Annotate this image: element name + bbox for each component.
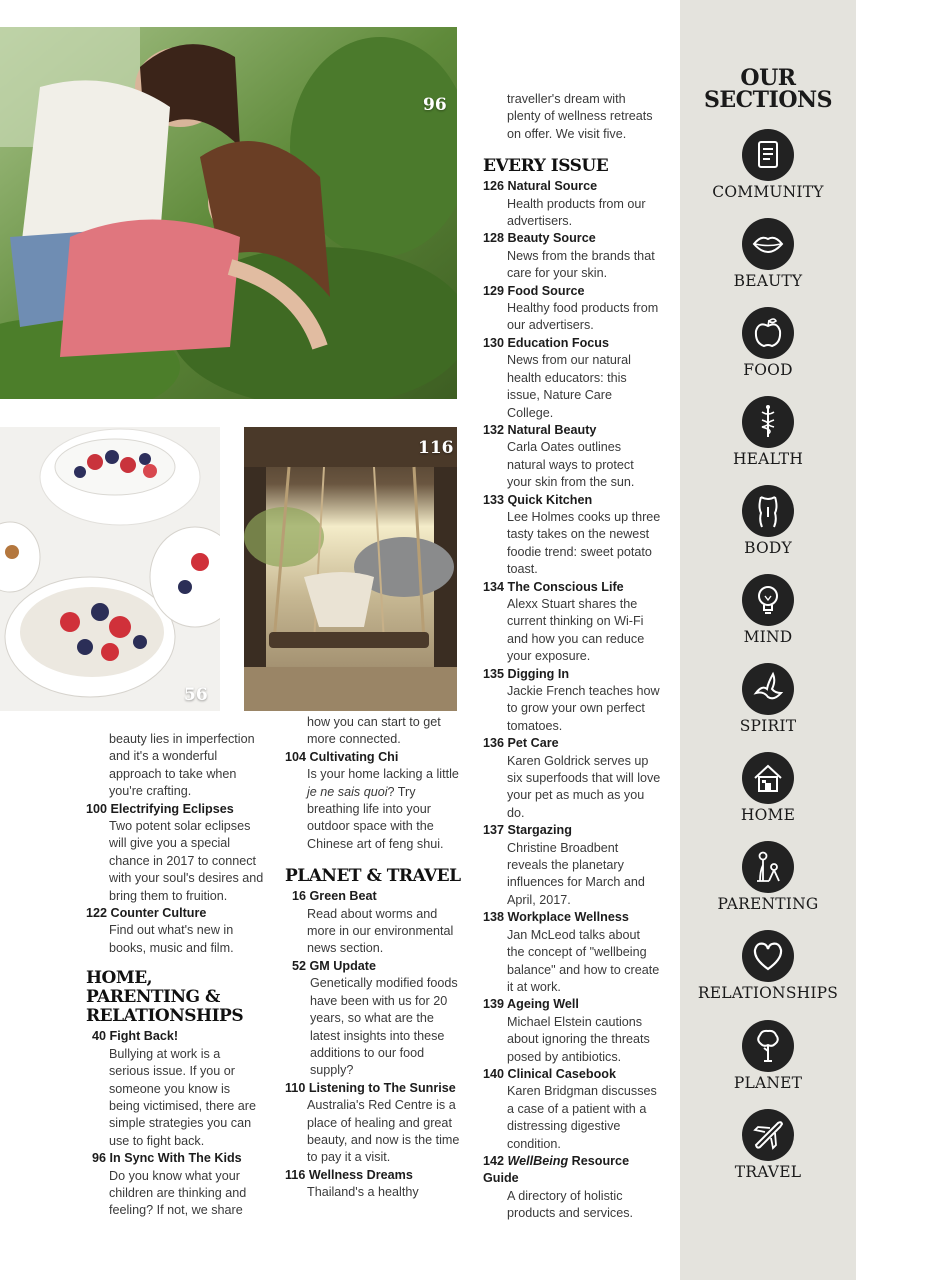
entry-heading: 134 The Conscious Life bbox=[483, 579, 624, 594]
sidebar-item-label: SPIRIT bbox=[739, 717, 797, 735]
entry-heading: 132 Natural Beauty bbox=[483, 422, 597, 437]
entry-heading: 52 GM Update bbox=[292, 958, 376, 973]
entry-description: Health products from our advertisers. bbox=[507, 196, 646, 229]
every-issue-list bbox=[483, 178, 661, 1153]
sidebar-item-beauty[interactable] bbox=[680, 218, 856, 307]
sidebar-title-line-1: OUR bbox=[740, 65, 796, 91]
entry-description: Genetically modified foods have been with us for 20 years, so what are the latest insights into these additions to our food supply? bbox=[310, 976, 458, 1078]
entry-heading: 40 Fight Back! bbox=[92, 1029, 179, 1044]
sidebar-item-label: MIND bbox=[743, 628, 793, 646]
sidebar-item-food[interactable] bbox=[680, 307, 856, 396]
contents-column-1 bbox=[86, 731, 264, 1220]
entry-heading: 100 Electrifying Eclipses bbox=[86, 801, 234, 816]
document-icon bbox=[742, 129, 794, 181]
entry-heading: 116 Wellness Dreams bbox=[285, 1167, 413, 1182]
entry-description: Lee Holmes cooks up three tasty takes on the newest foodie trend: sweet potato toast. bbox=[507, 509, 661, 577]
sidebar-item-label: COMMUNITY bbox=[712, 183, 824, 201]
contents-entry[interactable] bbox=[483, 822, 661, 909]
entry-heading: 137 Stargazing bbox=[483, 823, 572, 838]
sidebar-item-label: HEALTH bbox=[732, 450, 804, 468]
contents-entry[interactable] bbox=[285, 888, 461, 958]
sidebar-item-label: BODY bbox=[744, 539, 792, 557]
sidebar-item-travel[interactable] bbox=[680, 1109, 856, 1198]
entry-heading: 128 Beauty Source bbox=[483, 231, 596, 246]
entry-description: Australia's Red Centre is a place of healing and great beauty, and now is the time to pay it a visit. bbox=[307, 1098, 460, 1165]
entry-description: Karen Goldrick serves up six superfoods that will love your pet as much as you do. bbox=[507, 753, 661, 820]
contents-entry[interactable] bbox=[483, 178, 661, 230]
entry-description: Is your home lacking a little je ne sais quoi? Try breathing life into your outdoor space with the Chinese art of feng shui. bbox=[307, 767, 459, 851]
house-icon bbox=[742, 752, 794, 804]
entry-heading: 139 Ageing Well bbox=[483, 997, 579, 1012]
contents-entry[interactable] bbox=[483, 996, 661, 1066]
heart-icon bbox=[742, 930, 794, 982]
continued-text: how you can start to get more connected. bbox=[307, 715, 441, 747]
sidebar-item-body[interactable] bbox=[680, 485, 856, 574]
section-heading-every-issue: EVERY ISSUE bbox=[483, 156, 609, 177]
entry-description: News from our natural health educators: this issue, Nature Care College. bbox=[507, 353, 631, 420]
contents-entry[interactable] bbox=[483, 230, 661, 282]
entry-heading: 133 Quick Kitchen bbox=[483, 492, 593, 507]
sidebar-item-planet[interactable] bbox=[680, 1020, 856, 1109]
contents-entry[interactable] bbox=[285, 1080, 461, 1167]
sidebar-item-relationships[interactable] bbox=[680, 930, 856, 1019]
sidebar-item-label: RELATIONSHIPS bbox=[697, 984, 839, 1002]
entry-description: Karen Bridgman discusses a case of a patient with a distressing digestive condition. bbox=[507, 1084, 657, 1151]
entry-description: News from the brands that care for your skin. bbox=[507, 248, 655, 281]
entry-heading: 126 Natural Source bbox=[483, 179, 598, 194]
contents-entry[interactable] bbox=[285, 749, 461, 853]
entry-description: Michael Elstein cautions about ignoring the threats posed by antibiotics. bbox=[507, 1014, 650, 1064]
contents-entry[interactable] bbox=[483, 735, 661, 822]
dove-icon bbox=[742, 663, 794, 715]
contents-entry[interactable] bbox=[483, 335, 661, 422]
page-number-56: 56 bbox=[184, 685, 208, 705]
page-number-96: 96 bbox=[423, 95, 447, 115]
swing-photo bbox=[244, 427, 457, 711]
contents-entry[interactable] bbox=[86, 1150, 264, 1220]
sidebar-item-label: HOME bbox=[740, 806, 796, 824]
section-heading-planet-travel: PLANET & TRAVEL bbox=[285, 866, 461, 887]
entry-description: Find out what's new in books, music and film. bbox=[109, 923, 234, 955]
continued-text: traveller's dream with plenty of wellness retreats on offer. We visit five. bbox=[507, 92, 653, 141]
entry-description: Read about worms and more in our environmental news section. bbox=[307, 906, 454, 956]
sidebar-item-health[interactable] bbox=[680, 396, 856, 485]
entry-heading: 110 Listening to The Sunrise bbox=[285, 1080, 456, 1095]
entry-description: Do you know what your children are thinking and feeling? If not, we share bbox=[109, 1168, 247, 1218]
sidebar-item-label: TRAVEL bbox=[734, 1163, 802, 1181]
entry-description: Alexx Stuart shares the current thinking on Wi-Fi and how you can reduce your exposure. bbox=[507, 596, 645, 664]
entry-heading: 104 Cultivating Chi bbox=[285, 749, 399, 764]
sidebar-item-spirit[interactable] bbox=[680, 663, 856, 752]
entry-heading: 122 Counter Culture bbox=[86, 906, 207, 921]
caduceus-icon bbox=[742, 396, 794, 448]
contents-entry[interactable] bbox=[285, 958, 461, 1080]
contents-entry[interactable] bbox=[86, 905, 264, 957]
contents-entry[interactable] bbox=[483, 422, 661, 492]
entry-heading: 140 Clinical Casebook bbox=[483, 1066, 616, 1081]
contents-entry[interactable] bbox=[483, 1066, 661, 1153]
sidebar-item-parenting[interactable] bbox=[680, 841, 856, 930]
entry-description: Thailand's a healthy bbox=[307, 1185, 419, 1200]
contents-entry[interactable] bbox=[86, 801, 264, 905]
sidebar-item-home[interactable] bbox=[680, 752, 856, 841]
lips-icon bbox=[742, 218, 794, 270]
lightbulb-icon bbox=[742, 574, 794, 626]
sidebar-item-label: BEAUTY bbox=[733, 272, 803, 290]
parent-child-icon bbox=[742, 841, 794, 893]
contents-column-2 bbox=[285, 714, 461, 1202]
tree-icon bbox=[742, 1020, 794, 1072]
torso-icon bbox=[742, 485, 794, 537]
sidebar-item-community[interactable] bbox=[680, 129, 856, 218]
sidebar-item-mind[interactable] bbox=[680, 574, 856, 663]
entry-description: Jackie French teaches how to grow your own perfect tomatoes. bbox=[507, 684, 660, 733]
contents-entry[interactable] bbox=[483, 492, 661, 579]
entry-heading: 96 In Sync With The Kids bbox=[92, 1151, 242, 1166]
entry-description: Christine Broadbent reveals the planetary influences for March and April, 2017. bbox=[507, 840, 645, 907]
entry-description: A directory of holistic products and services. bbox=[507, 1188, 633, 1221]
contents-entry[interactable] bbox=[483, 909, 661, 996]
entry-description: Two potent solar eclipses will give you a special chance in 2017 to connect with your soul's desires and bring them to fruition. bbox=[109, 819, 264, 903]
airplane-icon bbox=[742, 1109, 794, 1161]
page-number-116: 116 bbox=[418, 438, 454, 458]
entry-heading: 129 Food Source bbox=[483, 283, 585, 298]
continued-text: beauty lies in imperfection and it's a wonderful approach to take when you're crafting. bbox=[109, 732, 255, 799]
sidebar-item-label: PARENTING bbox=[717, 895, 819, 913]
contents-column-3 bbox=[483, 91, 661, 1223]
garden-photo bbox=[0, 27, 457, 399]
entry-description: Healthy food products from our advertisers. bbox=[507, 301, 659, 333]
sidebar-item-label: PLANET bbox=[733, 1074, 803, 1092]
sidebar-title-line-2: SECTIONS bbox=[704, 87, 832, 113]
contents-entry[interactable] bbox=[483, 579, 661, 666]
entry-heading: 16 Green Beat bbox=[292, 889, 377, 904]
apple-icon bbox=[742, 307, 794, 359]
contents-entry[interactable] bbox=[483, 283, 661, 335]
section-heading-home-parenting: HOME, PARENTING & RELATIONSHIPS bbox=[86, 968, 244, 1027]
contents-entry[interactable] bbox=[483, 1153, 661, 1223]
bowls-photo bbox=[0, 427, 220, 711]
entry-heading: 142 WellBeing Resource Guide bbox=[483, 1153, 630, 1186]
entry-heading: 130 Education Focus bbox=[483, 335, 609, 350]
contents-entry[interactable] bbox=[483, 666, 661, 736]
entry-description: Bullying at work is a serious issue. If you or someone you know is being victimised, there are simple strategies you can use to fight back. bbox=[109, 1046, 256, 1148]
entry-heading: 136 Pet Care bbox=[483, 736, 559, 751]
entry-heading: 138 Workplace Wellness bbox=[483, 910, 629, 925]
our-sections-sidebar bbox=[680, 0, 856, 1280]
contents-entry[interactable] bbox=[285, 1167, 461, 1202]
contents-entry[interactable] bbox=[86, 1028, 264, 1150]
entry-description: Carla Oates outlines natural ways to protect your skin from the sun. bbox=[507, 440, 635, 490]
entry-heading: 135 Digging In bbox=[483, 666, 570, 681]
sidebar-item-label: FOOD bbox=[743, 361, 793, 379]
entry-description: Jan McLeod talks about the concept of "wellbeing balance" and how to create it at work. bbox=[507, 927, 660, 994]
